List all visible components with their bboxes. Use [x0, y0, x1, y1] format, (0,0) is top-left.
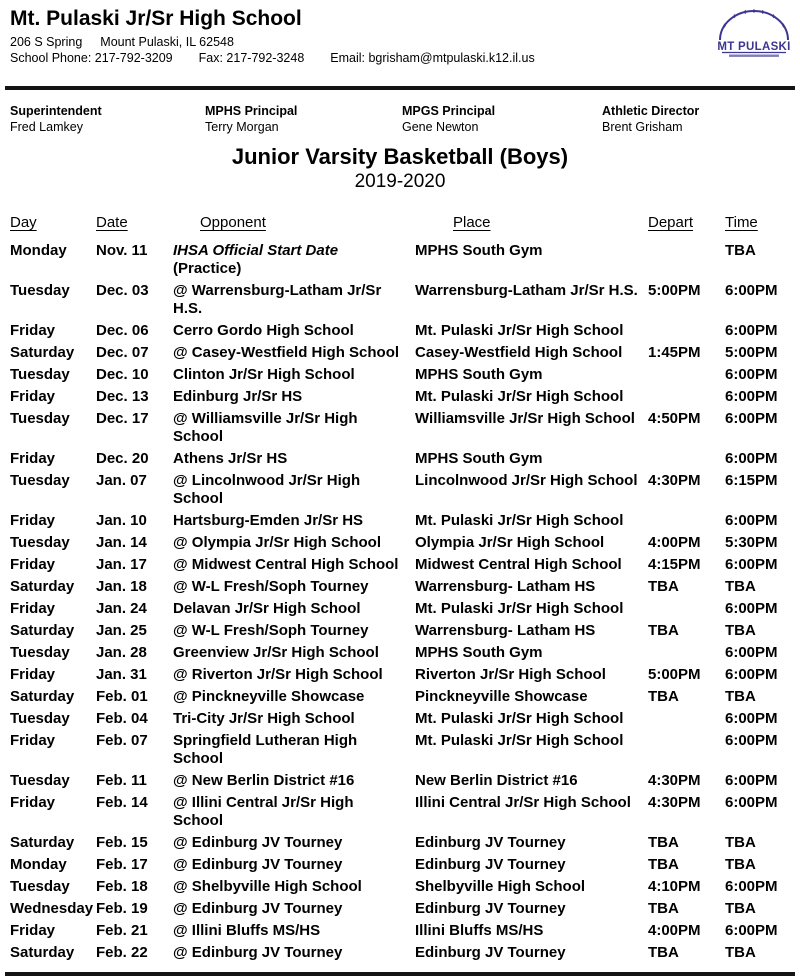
staff-name: Brent Grisham: [602, 120, 683, 134]
address-street: 206 S Spring: [10, 35, 83, 49]
time-cell: TBA: [725, 242, 756, 259]
day-cell: Friday: [10, 556, 56, 573]
depart-cell: TBA: [648, 856, 679, 873]
logo-text: MT PULASKI: [717, 41, 791, 53]
depart-cell: 1:45PM: [648, 344, 701, 361]
schedule-row: [10, 878, 800, 900]
col-header-place: Place: [453, 214, 491, 231]
opponent-line: Springfield Lutheran High: [173, 732, 358, 749]
day-cell: Tuesday: [10, 710, 70, 727]
schedule-row: [10, 688, 800, 710]
depart-cell: [648, 450, 725, 472]
time-cell: TBA: [725, 622, 756, 639]
place-cell: Edinburg JV Tourney: [415, 856, 566, 873]
date-cell: Jan. 28: [96, 644, 147, 661]
schedule-row: [10, 834, 800, 856]
staff-name: Gene Newton: [402, 120, 479, 134]
place-cell: Warrensburg-Latham Jr/Sr H.S.: [415, 282, 638, 299]
time-cell: 6:00PM: [725, 282, 778, 299]
depart-cell: [648, 242, 725, 282]
opponent-line: Hartsburg-Emden Jr/Sr HS: [173, 512, 364, 529]
schedule-row: [10, 666, 800, 688]
opponent-line: (Practice): [173, 260, 242, 277]
opponent-line: @ Riverton Jr/Sr High School: [173, 666, 383, 683]
opponent-line: School: [173, 812, 224, 829]
depart-cell: [648, 600, 725, 622]
time-cell: 6:00PM: [725, 878, 778, 895]
opponent-cell: [173, 512, 415, 534]
date-cell: Jan. 10: [96, 512, 147, 529]
staff-mphs-principal: [205, 103, 402, 135]
place-cell: Mt. Pulaski Jr/Sr High School: [415, 710, 624, 727]
opponent-line: H.S.: [173, 300, 203, 317]
depart-cell: 4:10PM: [648, 878, 701, 895]
schedule-row: [10, 322, 800, 344]
place-cell: Shelbyville High School: [415, 878, 586, 895]
schedule-row: [10, 794, 800, 834]
opponent-line: @ Williamsville Jr/Sr High: [173, 410, 358, 427]
opponent-cell: [173, 472, 415, 512]
schedule-row: [10, 556, 800, 578]
opponent-line: @ New Berlin District #16: [173, 772, 355, 789]
schedule-row: [10, 472, 800, 512]
col-header-depart: Depart: [648, 214, 694, 231]
place-cell: Mt. Pulaski Jr/Sr High School: [415, 388, 624, 405]
day-cell: Monday: [10, 856, 67, 873]
opponent-cell: [173, 772, 415, 794]
time-cell: 6:00PM: [725, 710, 778, 727]
staff-title: Athletic Director: [602, 104, 700, 118]
opponent-line: @ Pinckneyville Showcase: [173, 688, 365, 705]
staff-row: [0, 103, 800, 135]
date-cell: Feb. 04: [96, 710, 148, 727]
school-contact: [10, 50, 792, 66]
opponent-line: Greenview Jr/Sr High School: [173, 644, 379, 661]
place-cell: Edinburg JV Tourney: [415, 834, 566, 851]
time-cell: 6:00PM: [725, 322, 778, 339]
time-cell: 6:00PM: [725, 600, 778, 617]
opponent-cell: [173, 410, 415, 450]
schedule-row: [10, 450, 800, 472]
opponent-line: School: [173, 490, 224, 507]
place-cell: MPHS South Gym: [415, 242, 543, 259]
col-header-time: Time: [725, 214, 758, 231]
opponent-line: Cerro Gordo High School: [173, 322, 354, 339]
day-cell: Wednesday: [10, 900, 94, 917]
day-cell: Tuesday: [10, 534, 70, 551]
opponent-cell: [173, 856, 415, 878]
opponent-line: Delavan Jr/Sr High School: [173, 600, 361, 617]
day-cell: Friday: [10, 322, 56, 339]
place-cell: Lincolnwood Jr/Sr High School: [415, 472, 638, 489]
place-cell: Illini Bluffs MS/HS: [415, 922, 544, 939]
depart-cell: 4:30PM: [648, 472, 701, 489]
opponent-line: School: [173, 750, 224, 767]
time-cell: 6:00PM: [725, 388, 778, 405]
date-cell: Jan. 18: [96, 578, 147, 595]
opponent-line: @ W-L Fresh/Soph Tourney: [173, 578, 369, 595]
date-cell: Dec. 06: [96, 322, 149, 339]
depart-cell: [648, 732, 725, 772]
opponent-cell: [173, 282, 415, 322]
staff-title: MPHS Principal: [205, 104, 298, 118]
date-cell: Dec. 20: [96, 450, 149, 467]
opponent-cell: [173, 944, 415, 966]
place-cell: Pinckneyville Showcase: [415, 688, 588, 705]
place-cell: Warrensburg- Latham HS: [415, 578, 596, 595]
staff-name: Terry Morgan: [205, 120, 279, 134]
date-cell: Feb. 01: [96, 688, 148, 705]
time-cell: 5:00PM: [725, 344, 778, 361]
schedule-row: [10, 644, 800, 666]
day-cell: Friday: [10, 388, 56, 405]
schedule-row: [10, 578, 800, 600]
schedule-row: [10, 366, 800, 388]
schedule-row: [10, 922, 800, 944]
schedule-row: [10, 512, 800, 534]
date-cell: Feb. 22: [96, 944, 148, 961]
opponent-line: School: [173, 428, 224, 445]
opponent-cell: [173, 878, 415, 900]
day-cell: Saturday: [10, 578, 75, 595]
day-cell: Saturday: [10, 944, 75, 961]
date-cell: Feb. 14: [96, 794, 148, 811]
opponent-cell: [173, 344, 415, 366]
day-cell: Friday: [10, 450, 56, 467]
depart-cell: [648, 512, 725, 534]
schedule-row: [10, 242, 800, 282]
opponent-cell: [173, 534, 415, 556]
opponent-line: @ Midwest Central High School: [173, 556, 399, 573]
depart-cell: [648, 388, 725, 410]
depart-cell: 4:00PM: [648, 534, 701, 551]
day-cell: Saturday: [10, 622, 75, 639]
place-cell: Illini Central Jr/Sr High School: [415, 794, 631, 811]
opponent-cell: [173, 366, 415, 388]
dome-stars-logo-icon: [712, 3, 796, 59]
opponent-line: @ Edinburg JV Tourney: [173, 944, 343, 961]
place-cell: Williamsville Jr/Sr High School: [415, 410, 635, 427]
time-cell: TBA: [725, 900, 756, 917]
date-cell: Feb. 21: [96, 922, 148, 939]
opponent-cell: [173, 922, 415, 944]
phone-text: School Phone: 217-792-3209: [10, 51, 173, 65]
date-cell: Dec. 13: [96, 388, 149, 405]
school-name: Mt. Pulaski Jr/Sr High School: [10, 7, 302, 30]
opponent-cell: [173, 834, 415, 856]
depart-cell: TBA: [648, 834, 679, 851]
opponent-cell: [173, 732, 415, 772]
opponent-line: IHSA Official Start Date: [173, 242, 339, 259]
staff-superintendent: [10, 103, 205, 135]
opponent-line: @ W-L Fresh/Soph Tourney: [173, 622, 369, 639]
opponent-line: Tri-City Jr/Sr High School: [173, 710, 355, 727]
day-cell: Tuesday: [10, 410, 70, 427]
date-cell: Feb. 17: [96, 856, 148, 873]
opponent-cell: [173, 688, 415, 710]
depart-cell: 5:00PM: [648, 282, 701, 299]
opponent-line: @ Edinburg JV Tourney: [173, 856, 343, 873]
date-cell: Jan. 31: [96, 666, 147, 683]
depart-cell: [648, 322, 725, 344]
place-cell: MPHS South Gym: [415, 366, 543, 383]
day-cell: Monday: [10, 242, 67, 259]
place-cell: Mt. Pulaski Jr/Sr High School: [415, 512, 624, 529]
date-cell: Nov. 11: [96, 242, 148, 259]
day-cell: Tuesday: [10, 282, 70, 299]
day-cell: Friday: [10, 794, 56, 811]
schedule-row: [10, 600, 800, 622]
time-cell: TBA: [725, 688, 756, 705]
place-cell: Mt. Pulaski Jr/Sr High School: [415, 600, 624, 617]
depart-cell: 4:30PM: [648, 794, 701, 811]
col-header-date: Date: [96, 214, 128, 231]
opponent-cell: [173, 600, 415, 622]
depart-cell: TBA: [648, 578, 679, 595]
email-text: Email: bgrisham@mtpulaski.k12.il.us: [330, 51, 535, 65]
date-cell: Feb. 15: [96, 834, 148, 851]
time-cell: 6:00PM: [725, 512, 778, 529]
schedule-header-row: [10, 214, 800, 242]
day-cell: Friday: [10, 600, 56, 617]
time-cell: 6:00PM: [725, 794, 778, 811]
day-cell: Friday: [10, 512, 56, 529]
col-header-day: Day: [10, 214, 37, 231]
opponent-cell: [173, 242, 415, 282]
place-cell: Olympia Jr/Sr High School: [415, 534, 605, 551]
dome-arc: [720, 11, 788, 40]
opponent-line: @ Lincolnwood Jr/Sr High: [173, 472, 361, 489]
opponent-cell: [173, 450, 415, 472]
date-cell: Jan. 14: [96, 534, 147, 551]
time-cell: 6:00PM: [725, 922, 778, 939]
day-cell: Tuesday: [10, 366, 70, 383]
place-cell: Mt. Pulaski Jr/Sr High School: [415, 322, 624, 339]
depart-cell: 5:00PM: [648, 666, 701, 683]
place-cell: Midwest Central High School: [415, 556, 622, 573]
time-cell: 6:00PM: [725, 556, 778, 573]
opponent-line: Edinburg Jr/Sr HS: [173, 388, 303, 405]
place-cell: MPHS South Gym: [415, 644, 543, 661]
depart-cell: [648, 366, 725, 388]
school-logo: [712, 3, 796, 59]
depart-cell: [648, 644, 725, 666]
time-cell: 6:15PM: [725, 472, 778, 489]
time-cell: 6:00PM: [725, 732, 778, 749]
schedule-row: [10, 732, 800, 772]
place-cell: Warrensburg- Latham HS: [415, 622, 596, 639]
depart-cell: TBA: [648, 944, 679, 961]
staff-mpgs-principal: [402, 103, 602, 135]
letterhead: [0, 0, 800, 66]
day-cell: Tuesday: [10, 644, 70, 661]
time-cell: 6:00PM: [725, 450, 778, 467]
schedule-row: [10, 410, 800, 450]
date-cell: Feb. 18: [96, 878, 148, 895]
opponent-line: @ Olympia Jr/Sr High School: [173, 534, 382, 551]
place-cell: MPHS South Gym: [415, 450, 543, 467]
time-cell: TBA: [725, 578, 756, 595]
day-cell: Tuesday: [10, 878, 70, 895]
day-cell: Friday: [10, 732, 56, 749]
col-header-opponent: Opponent: [200, 214, 266, 231]
date-cell: Jan. 25: [96, 622, 147, 639]
opponent-line: @ Illini Bluffs MS/HS: [173, 922, 321, 939]
place-cell: Edinburg JV Tourney: [415, 944, 566, 961]
day-cell: Saturday: [10, 344, 75, 361]
place-cell: Mt. Pulaski Jr/Sr High School: [415, 732, 624, 749]
opponent-line: @ Illini Central Jr/Sr High: [173, 794, 354, 811]
schedule-row: [10, 900, 800, 922]
day-cell: Saturday: [10, 834, 75, 851]
day-cell: Friday: [10, 666, 56, 683]
day-cell: Friday: [10, 922, 56, 939]
depart-cell: 4:15PM: [648, 556, 701, 573]
opponent-cell: [173, 710, 415, 732]
opponent-line: @ Casey-Westfield High School: [173, 344, 400, 361]
depart-cell: TBA: [648, 900, 679, 917]
date-cell: Feb. 19: [96, 900, 148, 917]
logo-subtext-line: [729, 55, 779, 57]
schedule-row: [10, 856, 800, 878]
schedule-row: [10, 282, 800, 322]
staff-name: Fred Lamkey: [10, 120, 83, 134]
time-cell: 6:00PM: [725, 366, 778, 383]
schedule-row: [10, 710, 800, 732]
depart-cell: 4:30PM: [648, 772, 701, 789]
time-cell: TBA: [725, 944, 756, 961]
date-cell: Jan. 07: [96, 472, 147, 489]
date-cell: Feb. 11: [96, 772, 147, 789]
fax-text: Fax: 217-792-3248: [198, 51, 305, 65]
schedule-row: [10, 944, 800, 966]
day-cell: Saturday: [10, 688, 75, 705]
date-cell: Feb. 07: [96, 732, 148, 749]
day-cell: Tuesday: [10, 772, 70, 789]
staff-title: Superintendent: [10, 104, 102, 118]
opponent-cell: [173, 666, 415, 688]
opponent-line: Athens Jr/Sr HS: [173, 450, 288, 467]
opponent-line: @ Edinburg JV Tourney: [173, 900, 343, 917]
opponent-line: @ Edinburg JV Tourney: [173, 834, 343, 851]
time-cell: TBA: [725, 834, 756, 851]
opponent-cell: [173, 322, 415, 344]
date-cell: Dec. 10: [96, 366, 149, 383]
schedule-row: [10, 622, 800, 644]
place-cell: Casey-Westfield High School: [415, 344, 623, 361]
depart-cell: TBA: [648, 688, 679, 705]
opponent-line: @ Warrensburg-Latham Jr/Sr: [173, 282, 382, 299]
school-address: [10, 34, 792, 50]
opponent-cell: [173, 556, 415, 578]
place-cell: New Berlin District #16: [415, 772, 578, 789]
header-divider: [5, 86, 795, 90]
opponent-cell: [173, 644, 415, 666]
depart-cell: TBA: [648, 622, 679, 639]
schedule-row: [10, 772, 800, 794]
opponent-cell: [173, 900, 415, 922]
time-cell: TBA: [725, 856, 756, 873]
time-cell: 6:00PM: [725, 666, 778, 683]
schedule-row: [10, 388, 800, 410]
time-cell: 5:30PM: [725, 534, 778, 551]
opponent-line: @ Shelbyville High School: [173, 878, 362, 895]
bottom-divider: [5, 972, 795, 976]
date-cell: Jan. 17: [96, 556, 147, 573]
opponent-cell: [173, 388, 415, 410]
schedule-row: [10, 344, 800, 366]
address-city: Mount Pulaski, IL 62548: [100, 35, 234, 49]
depart-cell: 4:00PM: [648, 922, 701, 939]
place-cell: Riverton Jr/Sr High School: [415, 666, 606, 683]
opponent-cell: [173, 622, 415, 644]
staff-title: MPGS Principal: [402, 104, 496, 118]
day-cell: Tuesday: [10, 472, 70, 489]
time-cell: 6:00PM: [725, 772, 778, 789]
date-cell: Jan. 24: [96, 600, 147, 617]
season-subtitle: 2019-2020: [354, 171, 446, 192]
place-cell: Edinburg JV Tourney: [415, 900, 566, 917]
staff-athletic-director: [602, 103, 800, 135]
opponent-line: Clinton Jr/Sr High School: [173, 366, 355, 383]
depart-cell: [648, 710, 725, 732]
date-cell: Dec. 07: [96, 344, 149, 361]
opponent-cell: [173, 578, 415, 600]
time-cell: 6:00PM: [725, 410, 778, 427]
schedule-row: [10, 534, 800, 556]
date-cell: Dec. 17: [96, 410, 149, 427]
depart-cell: 4:50PM: [648, 410, 701, 427]
time-cell: 6:00PM: [725, 644, 778, 661]
date-cell: Dec. 03: [96, 282, 149, 299]
page-title: Junior Varsity Basketball (Boys): [231, 144, 569, 169]
opponent-cell: [173, 794, 415, 834]
schedule-table: [10, 214, 800, 966]
